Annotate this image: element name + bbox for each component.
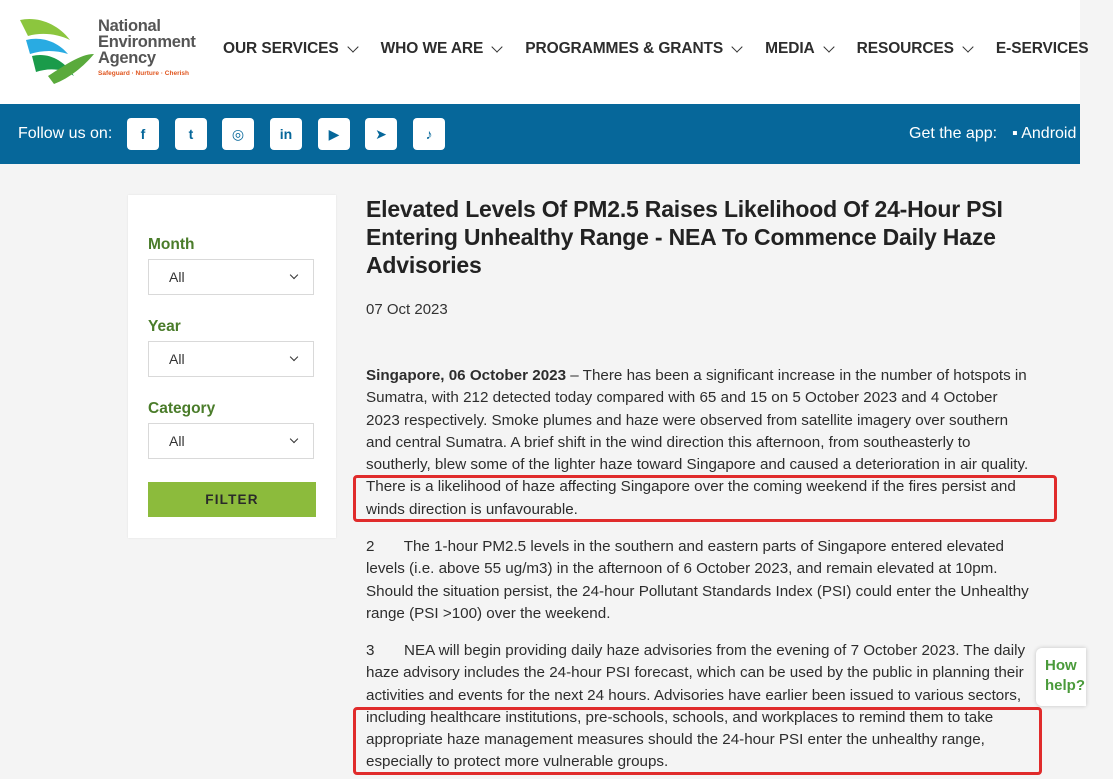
logo-line-1: National <box>98 17 161 35</box>
text-line: range (PSI >100) over the weekend. <box>366 604 611 622</box>
month-select[interactable] <box>148 259 314 295</box>
text-line: including healthcare institutions, pre-schools, schools, and workplaces to remind them to take <box>366 708 994 726</box>
text-line: Sumatra, with 212 detected today compared with 65 and 15 on 5 October 2023 and 4 October <box>366 389 998 407</box>
text-line: 2 The 1-hour PM2.5 levels in the southern and eastern parts of Singapore entered elevated <box>366 538 1004 555</box>
chevron-down-icon <box>347 41 358 52</box>
article-date: 07 Oct 2023 <box>366 301 448 318</box>
android-app-link[interactable] <box>1012 125 1076 143</box>
nav-label: WHO WE ARE <box>380 40 484 57</box>
highlight-box-2 <box>353 707 1042 775</box>
social-bar <box>0 104 1080 164</box>
month-label: Month <box>148 236 195 253</box>
get-app-label: Get the app: <box>909 125 998 142</box>
chevron-down-icon <box>962 41 973 52</box>
nav-label: E-SERVICES <box>995 40 1089 57</box>
chevron-down-icon <box>823 41 834 52</box>
nav-label: RESOURCES <box>856 40 954 57</box>
category-value: All <box>169 433 185 449</box>
nav-label: OUR SERVICES <box>223 40 339 57</box>
highlight-box-1 <box>353 475 1057 522</box>
android-icon: ▪ <box>1012 125 1022 142</box>
year-select[interactable] <box>148 341 314 377</box>
filter-button[interactable]: FILTER <box>148 482 316 517</box>
twitter-icon[interactable]: t <box>175 118 207 150</box>
text-line: and central Sumatra. A brief shift in the wind direction this afternoon, from southeasterly to <box>366 433 971 451</box>
help-line-2: help? <box>1045 677 1085 694</box>
chevron-down-icon <box>732 41 743 52</box>
paragraph-2 <box>366 536 1066 625</box>
linkedin-icon[interactable]: in <box>270 118 302 150</box>
chevron-down-icon <box>290 271 298 279</box>
youtube-icon[interactable]: ▶ <box>318 118 350 150</box>
text-line: appropriate haze management measures should the 24-hour PSI enter the unhealthy range, <box>366 731 985 749</box>
help-widget[interactable] <box>1036 648 1086 706</box>
facebook-icon[interactable]: f <box>127 118 159 150</box>
nav-resources[interactable] <box>857 38 972 60</box>
logo-line-2: Environment <box>98 33 196 51</box>
main-nav <box>223 38 1113 60</box>
telegram-icon[interactable]: ➤ <box>365 118 397 150</box>
nav-our-services[interactable] <box>223 38 357 60</box>
text-line: haze advisory includes the 24-hour PSI forecast, which can be used by the public in planning their <box>366 664 1024 682</box>
text-line <box>366 365 1066 387</box>
chevron-down-icon <box>492 41 503 52</box>
logo-text <box>98 18 196 66</box>
chevron-down-icon <box>290 353 298 361</box>
site-header <box>0 0 1089 104</box>
text-line: winds direction is unfavourable. <box>366 500 578 518</box>
logo-line-3: Agency <box>98 49 156 67</box>
category-label: Category <box>148 400 216 417</box>
nea-logo-mark-icon <box>18 14 98 86</box>
text-line: activities and events for the next 24 hours. Advisories have earlier been issued to various sectors, <box>366 686 1022 704</box>
text-line: Should the situation persist, the 24-hour Pollutant Standards Index (PSI) could enter the Unhealthy <box>366 582 1029 600</box>
follow-label: Follow us on: <box>18 125 113 142</box>
help-line-1: How <box>1045 657 1077 674</box>
lead-bold: Singapore, 06 October 2023 <box>366 367 567 384</box>
text-line: southerly, blew some of the lighter haze toward Singapore and caused a deterioration in air quality. <box>366 456 1029 474</box>
instagram-icon[interactable]: ◎ <box>222 118 254 150</box>
text-line: especially to protect more vulnerable groups. <box>366 753 669 771</box>
text-line-part: – There has been a significant increase in the number of hotspots in <box>566 367 1027 384</box>
nav-who-we-are[interactable] <box>381 38 502 60</box>
article-title: Elevated Levels Of PM2.5 Raises Likelihood Of 24-Hour PSI Entering Unhealthy Range - NEA To Commence Daily Haze Advisories <box>366 196 1003 278</box>
text-line: 2023 respectively. Smoke plumes and haze were observed from satellite imagery over southern <box>366 411 1009 429</box>
nea-logo[interactable] <box>18 14 203 86</box>
year-value: All <box>169 351 185 367</box>
text-line: There is a likelihood of haze affecting Singapore over the coming weekend if the fires persist and <box>366 478 1016 496</box>
category-select[interactable] <box>148 423 314 459</box>
android-label: Android <box>1021 125 1077 142</box>
chevron-down-icon <box>290 435 298 443</box>
nav-programmes-grants[interactable] <box>525 38 741 60</box>
nav-label: PROGRAMMES & GRANTS <box>525 40 724 57</box>
nav-e-services[interactable] <box>996 38 1089 60</box>
nav-media[interactable] <box>765 38 832 60</box>
year-label: Year <box>148 318 181 335</box>
text-line: 3 NEA will begin providing daily haze advisories from the evening of 7 October 2023. The daily <box>366 642 1026 659</box>
month-value: All <box>169 269 185 285</box>
filter-sidebar <box>128 195 336 538</box>
logo-tagline: Safeguard · Nurture · Cherish <box>98 70 190 77</box>
nav-label: MEDIA <box>765 40 815 57</box>
tiktok-icon[interactable]: ♪ <box>413 118 445 150</box>
text-line: levels (i.e. above 55 ug/m3) in the afternoon of 6 October 2023, and remain elevated at 10pm. <box>366 560 998 578</box>
